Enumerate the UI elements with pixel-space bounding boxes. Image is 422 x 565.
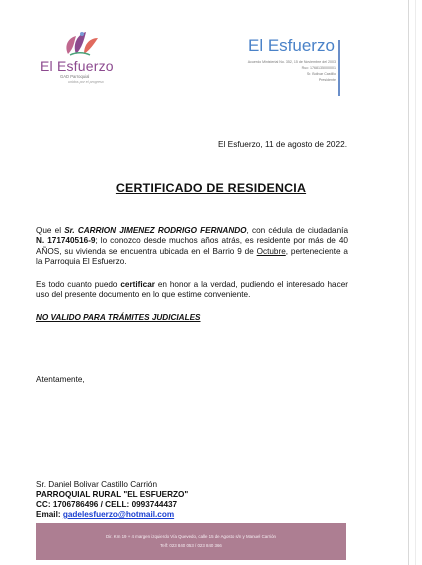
header-line-ruc: Ruc: 1768135000001 xyxy=(301,66,336,70)
header-line-agreement: Acuerdo Ministerial No. 352, 15 de Noviembre del 2003 xyxy=(247,60,336,64)
document-title: CERTIFICADO DE RESIDENCIA xyxy=(115,181,307,195)
p2-text-c: en honor a la verdad, pudiendo el interesado hacer uso del presente documento en lo que estime conveniente. xyxy=(36,280,348,300)
document-date: El Esfuerzo, 11 de agosto de 2022. xyxy=(218,139,347,149)
p1-text-a: Que el xyxy=(36,226,65,235)
flower-logo-icon xyxy=(60,28,100,58)
closing-salutation: Atentamente, xyxy=(36,375,85,384)
email-link[interactable]: gadelesfuerzo@hotmail.com xyxy=(62,510,175,519)
barrio-name: Octubre xyxy=(256,246,286,256)
p1-text-g: , perteneciente a la Parroquia El Esfuerzo. xyxy=(36,246,348,267)
header-line-name: Sr. Bolivar Castillo xyxy=(306,72,336,76)
page-border xyxy=(408,0,409,565)
logo-subtitle: GAD Parroquial xyxy=(60,74,90,79)
footer-band xyxy=(36,523,346,560)
header-title: El Esfuerzo xyxy=(248,36,335,55)
signer-name: Sr. Daniel Bolivar Castillo Carrión xyxy=(36,480,158,489)
certify-word: certificar xyxy=(120,280,155,289)
footer-phones: Telf: 023 840 053 / 023 840 366 xyxy=(160,543,222,548)
p2-text-a: Es todo cuanto puedo xyxy=(36,280,121,289)
resident-name: Sr. CARRION JIMENEZ RODRIGO FERNANDO xyxy=(64,226,247,235)
not-valid-notice: NO VALIDO PARA TRÁMITES JUDICIALES xyxy=(36,313,201,322)
closing-paragraph xyxy=(36,280,348,301)
email-label: Email: xyxy=(36,510,63,519)
signer-contact: CC: 1706786496 / CELL: 0993744437 xyxy=(36,500,178,509)
logo-name: El Esfuerzo xyxy=(40,58,114,74)
parish-logo xyxy=(38,28,138,93)
certification-paragraph xyxy=(36,226,348,268)
p1-text-c: , con cédula de ciudadanía xyxy=(246,226,348,235)
id-number: N. 171740516-9 xyxy=(36,236,96,246)
p1-text-e: ; lo conozco desde muchos años atrás, es residente por más de 40 AÑOS, su vivienda se encuentra ubicada en el Barrio 9 de xyxy=(36,236,348,256)
signer-email-line xyxy=(36,510,174,519)
signer-organization: PARROQUIAL RURAL "EL ESFUERZO" xyxy=(36,490,189,499)
page-border-outer xyxy=(415,0,416,565)
header-divider xyxy=(338,40,340,96)
logo-tagline: unidos por el progreso xyxy=(68,80,104,84)
footer-address: Dir. Km 19 + 4 margen izquierdo Vía Quevedo, calle 15 de Agosto s/n y Manuel Carrión xyxy=(106,534,276,539)
header-line-role: Presidente xyxy=(318,78,336,82)
